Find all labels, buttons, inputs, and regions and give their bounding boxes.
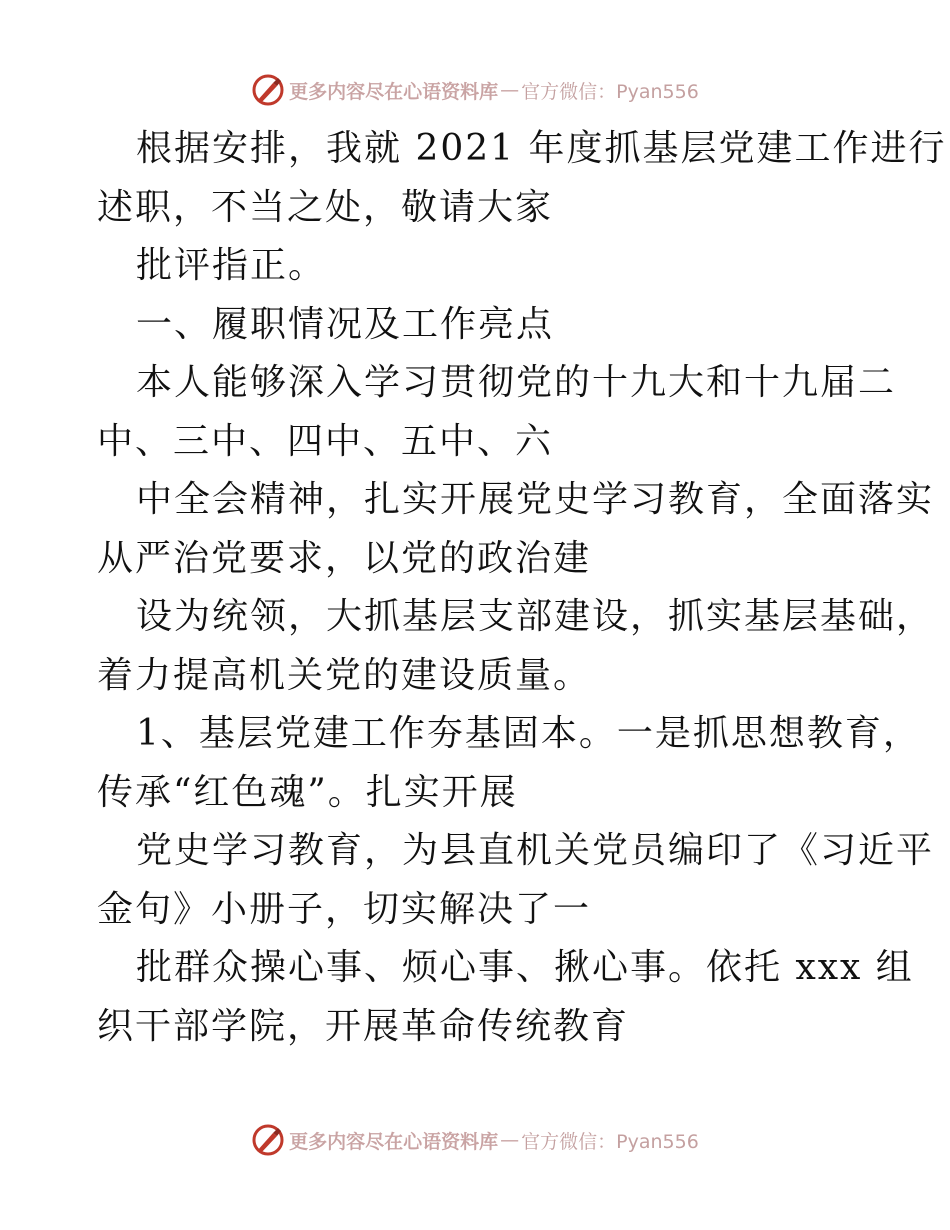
text-line: 着力提高机关党的建设质量。 (97, 654, 592, 696)
text-line: 述职，不当之处，敬请大家 (97, 186, 554, 228)
header-watermark (0, 70, 950, 110)
pen-logo-icon (251, 73, 285, 107)
document-body (97, 120, 947, 1056)
pen-logo-icon (251, 1123, 285, 1157)
text-line: 党史学习教育，为县直机关党员编印了《习近平 (136, 830, 935, 871)
watermark-brand: 更多内容尽在心语资料库 (289, 80, 499, 103)
text-line: 织干部学院，开展革命传统教育 (97, 1005, 630, 1047)
text-line: 根据安排，我就 2021 年度抓基层党建工作进行 (136, 128, 947, 169)
text-line: 1、基层党建工作夯基固本。一是抓思想教育， (136, 713, 921, 754)
text-line: 设为统领，大抓基层支部建设，抓实基层基础， (136, 596, 935, 637)
text-line: 批群众操心事、烦心事、揪心事。依托 xxx 组 (136, 947, 914, 988)
text-line: 中全会精神，扎实开展党史学习教育，全面落实 (136, 479, 935, 520)
watermark-contact: 官方微信：Pyan556 (521, 1130, 699, 1153)
text-line: 金句》小册子，切实解决了一 (97, 888, 592, 930)
text-line: 传承“红色魂”。扎实开展 (97, 771, 518, 813)
text-line: 一、履职情况及工作亮点 (136, 303, 555, 345)
watermark-dash: — (500, 79, 520, 101)
text-line: 批评指正。 (136, 245, 327, 286)
watermark-brand: 更多内容尽在心语资料库 (289, 1130, 499, 1153)
watermark-dash: — (500, 1129, 520, 1151)
watermark-contact: 官方微信：Pyan556 (521, 80, 699, 103)
text-line: 中、三中、四中、五中、六 (97, 420, 554, 462)
text-line: 本人能够深入学习贯彻党的十九大和十九届二 (136, 362, 897, 403)
footer-watermark (0, 1120, 950, 1160)
text-line: 从严治党要求，以党的政治建 (97, 537, 592, 579)
